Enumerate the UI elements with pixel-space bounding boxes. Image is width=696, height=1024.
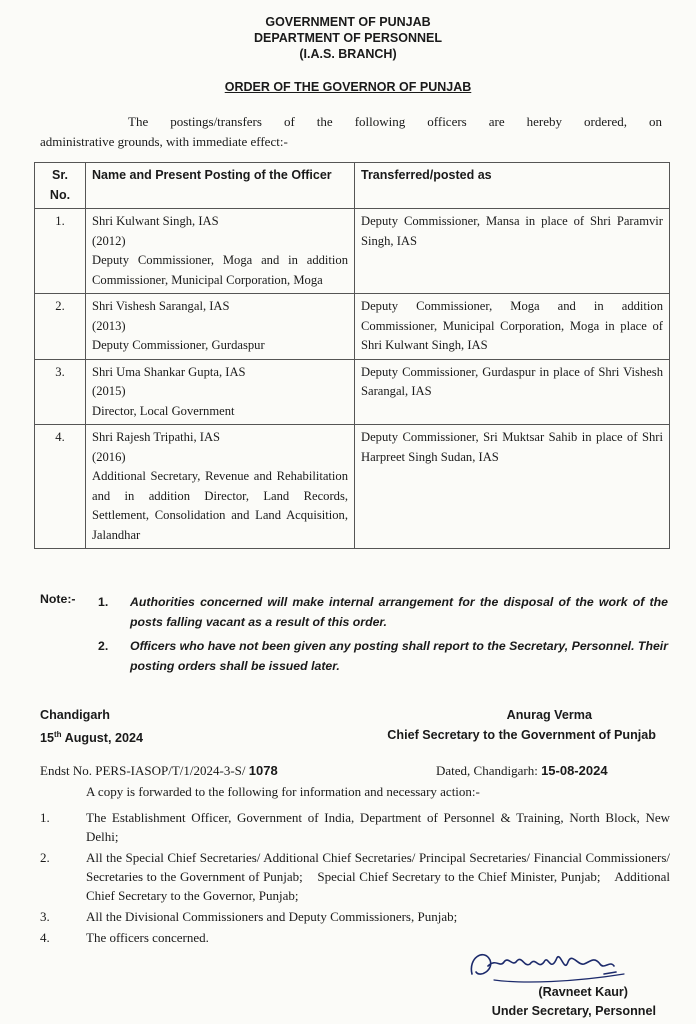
row-transfer: Deputy Commissioner, Mansa in place of Shri Paramvir Singh, IAS (355, 209, 670, 294)
row-officer (86, 425, 355, 549)
header-transferred: Transferred/posted as (355, 163, 670, 209)
handwritten-signature (464, 944, 654, 988)
row-transfer: Deputy Commissioner, Gurdaspur in place of Shri Vishesh Sarangal, IAS (355, 359, 670, 425)
officer-name: Shri Kulwant Singh, IAS (92, 214, 219, 228)
officer-batch: (2016) (92, 449, 126, 464)
row-officer (86, 209, 355, 294)
row-sr: 1. (35, 209, 86, 294)
endorsement-prefix: Endst No. PERS-IASOP/T/1/2024-3-S/ (40, 763, 249, 778)
endorsement-number: 1078 (248, 763, 278, 778)
officer-name: Shri Vishesh Sarangal, IAS (92, 299, 230, 313)
officer-posting: Deputy Commissioner, Gurdaspur (92, 338, 265, 352)
intro-line-1: The postings/transfers of the following officers are hereby ordered, on (128, 114, 662, 129)
table-row (35, 294, 670, 360)
row-sr: 3. (35, 359, 86, 425)
row-transfer: Deputy Commissioner, Moga and in addition Commissioner, Municipal Corporation, Moga in place of Shri Kulwant Singh, IAS (355, 294, 670, 360)
row-sr: 4. (35, 425, 86, 549)
order-title: ORDER OF THE GOVERNOR OF PUNJAB (224, 80, 472, 94)
signatory-name: (Ravneet Kaur) (538, 985, 628, 999)
note-text: Officers who have not been given any posting shall report to the Secretary, Personnel. Their posting orders shall be issued later. (130, 639, 668, 673)
officer-posting: Deputy Commissioner, Moga and in addition Commissioner, Municipal Corporation, Moga (92, 253, 348, 287)
list-item: 2. All the Special Chief Secretaries/ Additional Chief Secretaries/ Principal Secretaries/ Financial Commissioners/ Secretaries to the Government of Punjab; Special Chief Secretary to the Chief Minister, Punjab; Additional Chief Secretary to the Governor, Punjab; (40, 850, 674, 903)
header-department: DEPARTMENT OF PERSONNEL (254, 31, 442, 45)
officer-batch: (2013) (92, 318, 126, 333)
intro-paragraph (40, 112, 662, 152)
row-officer (86, 294, 355, 360)
intro-line-2: administrative grounds, with immediate effect:- (40, 134, 288, 149)
endorsement-date: Dated, Chandigarh: 15-08-2024 (436, 763, 608, 778)
officer-name: Shri Rajesh Tripathi, IAS (92, 430, 221, 444)
table-header-row (35, 163, 670, 209)
place-date (40, 705, 143, 748)
officer-posting: Director, Local Government (92, 403, 235, 418)
order-date: 15th August, 2024 (40, 730, 143, 746)
note-text: Authorities concerned will make internal arrangement for the disposal of the work of the posts falling vacant as a result of this order. (130, 595, 668, 629)
table-row (35, 425, 670, 549)
officer-posting: Additional Secretary, Revenue and Rehabilitation and in addition Director, Land Records, Settlement, Consolidation and Land Acquisition, Jalandhar (92, 469, 348, 542)
copy-list (40, 808, 674, 949)
table-row (35, 209, 670, 294)
note-number: 1. (98, 595, 109, 609)
header-name-posting: Name and Present Posting of the Officer (86, 163, 355, 209)
list-item: 4. The officers concerned. (40, 930, 209, 945)
header-government: GOVERNMENT OF PUNJAB (265, 15, 431, 29)
list-item: 3. All the Divisional Commissioners and Deputy Commissioners, Punjab; (40, 909, 458, 924)
table-row (35, 359, 670, 425)
officer-batch: (2012) (92, 233, 126, 248)
postings-table (34, 162, 670, 549)
officer-name: Shri Uma Shankar Gupta, IAS (92, 364, 246, 379)
row-officer (86, 359, 355, 425)
forward-line: A copy is forwarded to the following for information and necessary action:- (86, 784, 480, 799)
place-city: Chandigarh (40, 708, 110, 722)
signatory-chief-secretary (387, 705, 656, 745)
officer-batch: (2015) (92, 384, 126, 398)
signatory-name: Anurag Verma (506, 708, 592, 722)
signatory-designation: Chief Secretary to the Government of Punjab (387, 728, 656, 742)
note-number: 2. (98, 639, 109, 653)
list-item: 1. The Establishment Officer, Government of India, Department of Personnel & Training, North Block, New Delhi; (40, 810, 670, 844)
header-branch: (I.A.S. BRANCH) (299, 47, 397, 61)
note-label: Note:- (40, 592, 76, 606)
endorsement-line (40, 763, 670, 779)
row-sr: 2. (35, 294, 86, 360)
signatory-under-secretary (492, 983, 656, 1021)
signatory-designation: Under Secretary, Personnel (491, 1004, 656, 1018)
header-sr-no: Sr. No. (35, 163, 86, 209)
row-transfer: Deputy Commissioner, Sri Muktsar Sahib in place of Shri Harpreet Singh Sudan, IAS (355, 425, 670, 549)
